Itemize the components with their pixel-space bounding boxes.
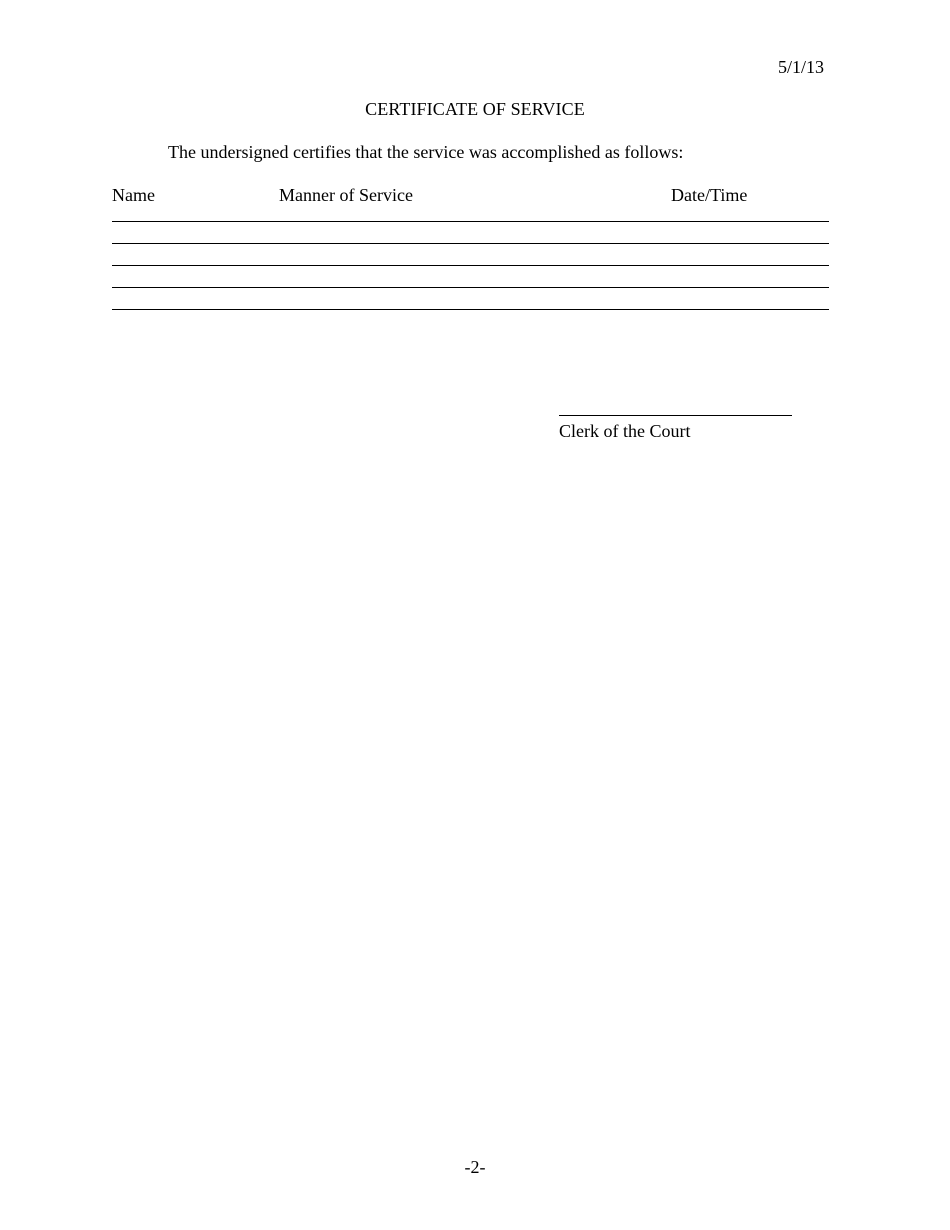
column-header-date-time: Date/Time — [671, 185, 748, 205]
service-entry-line-2[interactable] — [112, 243, 829, 244]
service-entry-line-3[interactable] — [112, 265, 829, 266]
service-entry-line-5[interactable] — [112, 309, 829, 310]
service-entry-line-1[interactable] — [112, 221, 829, 222]
intro-statement: The undersigned certifies that the service was accomplished as follows: — [168, 142, 684, 162]
service-entry-line-4[interactable] — [112, 287, 829, 288]
page-number: -2- — [464, 1157, 486, 1177]
column-header-manner-of-service: Manner of Service — [279, 185, 413, 205]
clerk-signature-line[interactable] — [559, 415, 792, 416]
form-revision-date: 5/1/13 — [777, 57, 824, 77]
document-title: CERTIFICATE OF SERVICE — [365, 99, 585, 119]
clerk-signature-label: Clerk of the Court — [559, 421, 691, 441]
column-header-name: Name — [112, 185, 155, 205]
